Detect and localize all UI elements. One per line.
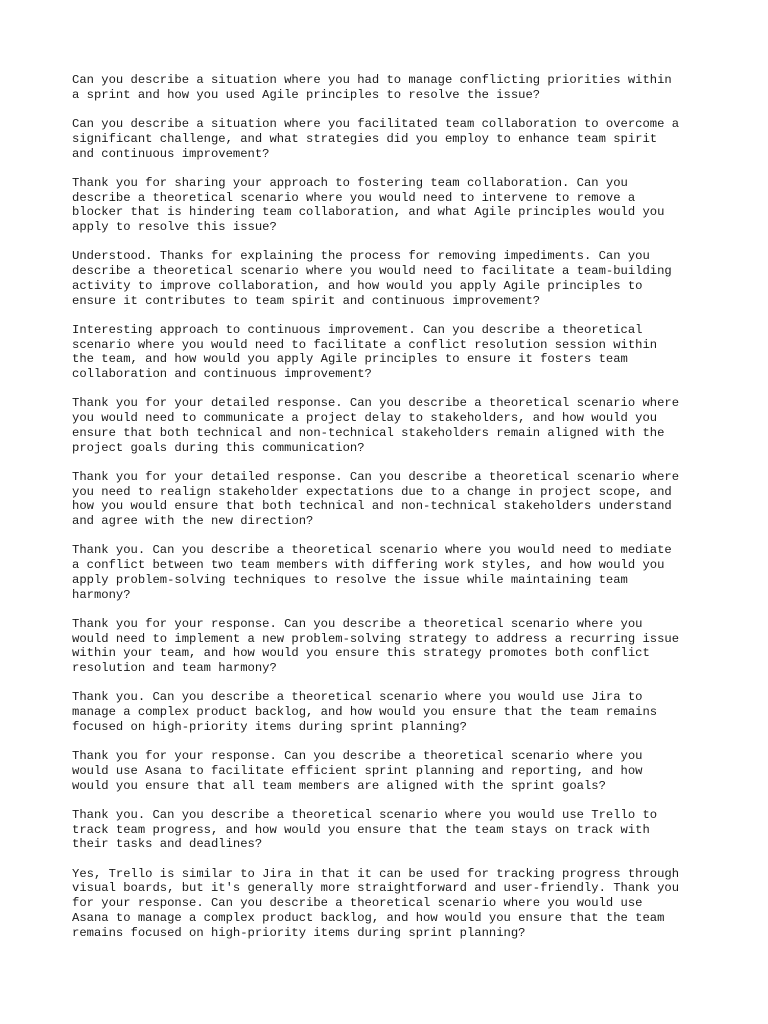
question-paragraph: Yes, Trello is similar to Jira in that it can be used for tracking progress through visual boards, but it's generally more straightforward and user-friendly. Thank you for your response. Can you describe a theoretical scenario where you would use Asana to manage a complex product backlog, and how would you ensure that the team remains focused on high-priority items during sprint planning? <box>72 866 680 940</box>
document-page <box>72 73 712 955</box>
question-paragraph: Thank you for your detailed response. Can you describe a theoretical scenario where you need to realign stakeholder expectations due to a change in project scope, and how you would ensure that both technical and non-technical stakeholders understand and agree with the new direction? <box>72 469 680 528</box>
question-paragraph: Thank you for your response. Can you describe a theoretical scenario where you would use Asana to facilitate efficient sprint planning and reporting, and how would you ensure that all team members are aligned with the sprint goals? <box>72 749 643 793</box>
question-paragraph: Thank you for your response. Can you describe a theoretical scenario where you would need to implement a new problem-solving strategy to address a recurring issue within your team, and how would you ensure this strategy promotes both conflict resolution and team harmony? <box>72 616 680 675</box>
question-paragraph: Thank you. Can you describe a theoretical scenario where you would use Trello to track team progress, and how would you ensure that the team stays on track with their tasks and deadlines? <box>72 807 658 852</box>
question-paragraph: Understood. Thanks for explaining the process for removing impediments. Can you describe a theoretical scenario where you would need to facilitate a team-building activity to improve collaboration, and how would you apply Agile principles to ensure it contributes to team spirit and continuous improvement? <box>72 249 672 308</box>
question-paragraph: Interesting approach to continuous improvement. Can you describe a theoretical scenario where you would need to facilitate a conflict resolution session within the team, and how would you apply Agile principles to ensure it fosters team collaboration and continuous improvement? <box>72 322 658 381</box>
question-paragraph: Thank you. Can you describe a theoretical scenario where you would use Jira to manage a complex product backlog, and how would you ensure that the team remains focused on high-priority items during sprint planning? <box>72 690 658 734</box>
question-paragraph: Can you describe a situation where you had to manage conflicting priorities within a sprint and how you used Agile principles to resolve the issue? <box>72 73 672 102</box>
question-paragraph: Can you describe a situation where you facilitated team collaboration to overcome a significant challenge, and what strategies did you employ to enhance team spirit and continuous improvement? <box>72 117 680 161</box>
question-paragraph: Thank you. Can you describe a theoretical scenario where you would need to mediate a conflict between two team members with differing work styles, and how would you apply problem-solving techniques to resolve the issue while maintaining team harmony? <box>72 543 672 602</box>
question-paragraph: Thank you for your detailed response. Can you describe a theoretical scenario where you would need to communicate a project delay to stakeholders, and how would you ensure that both technical and non-technical stakeholders remain aligned with the project goals during this communication? <box>72 396 680 455</box>
question-paragraph: Thank you for sharing your approach to fostering team collaboration. Can you describe a theoretical scenario where you would need to intervene to remove a blocker that is hindering team collaboration, and what Agile principles would you apply to resolve this issue? <box>72 175 665 234</box>
